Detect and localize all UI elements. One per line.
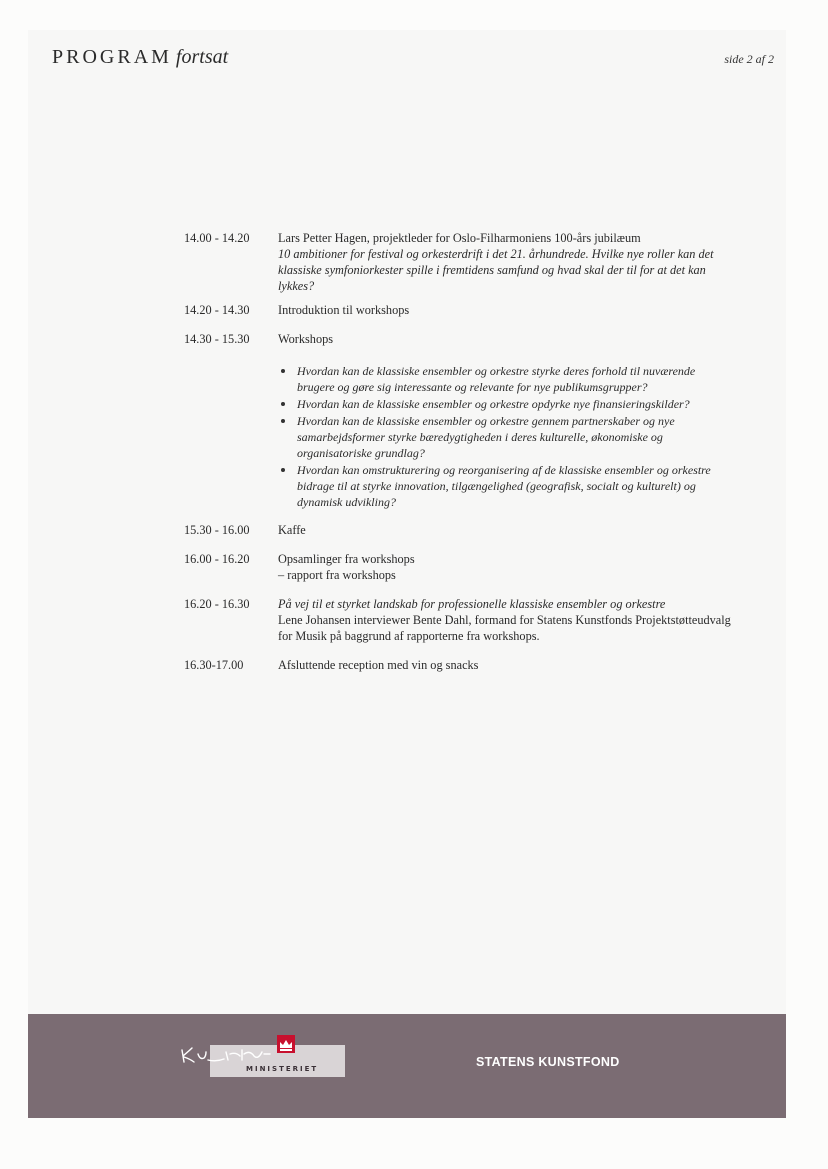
schedule-title: Opsamlinger fra workshops	[278, 552, 415, 566]
schedule-time: 16.00 - 16.20	[184, 552, 250, 566]
workshop-question: Hvordan kan de klassiske ensembler og orkestre gennem partnerskaber og nye samarbejdsformer styrke bæredygtigheden i deres kulturelle, økonomiske og organisatoriske grundlag?	[278, 413, 734, 461]
schedule-time: 16.20 - 16.30	[184, 597, 250, 611]
workshop-question-list	[278, 363, 734, 510]
schedule-row	[184, 302, 734, 318]
ministry-label: MINISTERIET	[246, 1065, 319, 1073]
schedule-time: 14.30 - 15.30	[184, 332, 250, 346]
schedule-row	[184, 596, 734, 644]
schedule-line2: – rapport fra workshops	[278, 568, 396, 582]
schedule-line2: Lene Johansen interviewer Bente Dahl, formand for Statens Kunstfonds Projektstøtteudvalg for Musik på baggrund af rapporterne fra workshops.	[278, 613, 731, 643]
schedule-time: 16.30-17.00	[184, 658, 244, 672]
page-title	[52, 46, 228, 69]
workshop-question: Hvordan kan de klassiske ensembler og orkestre styrke deres forhold til nuværende brugere og gøre sig interessante og relevante for nye publikumsgrupper?	[278, 363, 734, 395]
workshop-question: Hvordan kan omstrukturering og reorganisering af de klassiske ensembler og orkestre bidrage til at styrke innovation, tilgængelighed (geografisk, socialt og kulturelt) og dynamisk udvikling?	[278, 462, 734, 510]
schedule-title: På vej til et styrket landskab for professionelle klassiske ensembler og orkestre	[278, 597, 666, 611]
schedule-title: Introduktion til workshops	[278, 303, 410, 317]
schedule-row	[184, 551, 734, 583]
schedule-subtitle: 10 ambitioner for festival og orkesterdrift i det 21. århundrede. Hvilke nye roller kan det klassiske symfoniorkester spille i fremtidens samfund og hvad skal der til for at det kan lykkes?	[278, 247, 714, 293]
schedule-title: Lars Petter Hagen, projektleder for Oslo-Filharmoniens 100-års jubilæum	[278, 231, 641, 245]
schedule-row	[184, 657, 734, 673]
schedule-title: Kaffe	[278, 523, 306, 537]
schedule-time: 14.00 - 14.20	[184, 231, 250, 245]
crown-icon	[276, 1034, 296, 1054]
footer-band	[28, 1014, 786, 1118]
schedule-time: 14.20 - 14.30	[184, 303, 250, 317]
title-suffix: fortsat	[175, 46, 229, 68]
schedule-row	[184, 331, 734, 347]
workshop-question: Hvordan kan de klassiske ensembler og orkestre opdyrke nye finansieringskilder?	[278, 396, 734, 412]
page-indicator: side 2 af 2	[724, 52, 774, 66]
program-schedule	[184, 230, 734, 686]
schedule-title: Afsluttende reception med vin og snacks	[278, 658, 479, 672]
schedule-time: 15.30 - 16.00	[184, 523, 250, 537]
schedule-row	[184, 522, 734, 538]
title-main: PROGRAM	[52, 46, 172, 68]
schedule-title: Workshops	[278, 332, 334, 346]
fund-name: STATENS KUNSTFOND	[476, 1055, 620, 1069]
schedule-row	[184, 230, 734, 294]
